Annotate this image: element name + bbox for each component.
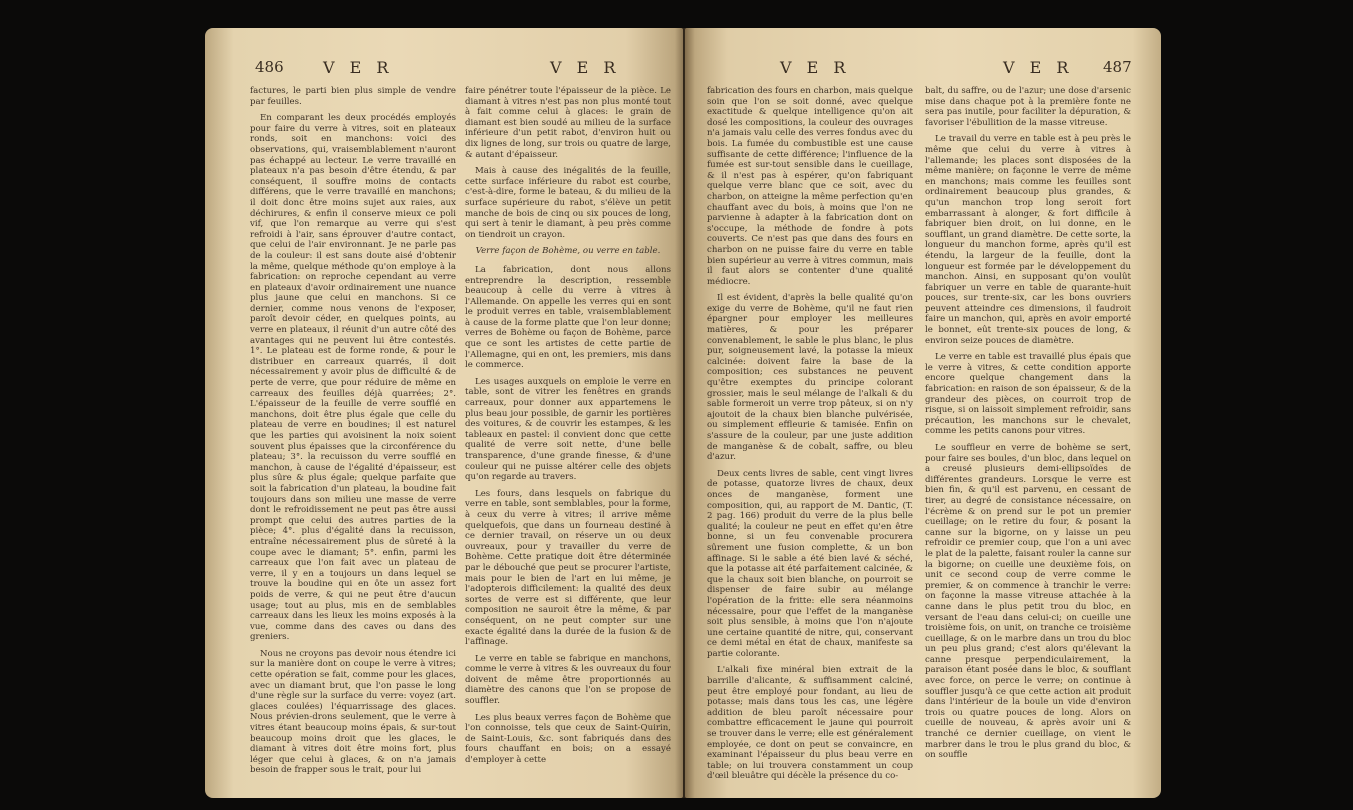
paragraph: faire pénétrer toute l'épaisseur de la pièce. Le diamant à vitres n'est pas non plus monté tout à fait comme celui à glaces: le grain de diamant est bien soudé au milieu de la surface inférieure d'un petit rabot, d'environ huit ou dix lignes de long, sur trois ou quatre de large, & autant d'épaisseur. xyxy=(465,86,671,160)
left-page-column-1 xyxy=(250,86,456,782)
page-number-left: 486 xyxy=(255,58,284,76)
paragraph: Il est évident, d'après la belle qualité qu'on exige du verre de Bohème, qu'il ne faut rien épargner pour employer les meilleures matières, & pour les préparer convenablement, le sable le plus blanc, le plus pur, soigneusement lavé, la potasse la mieux calcinée: doivent faire la base de la composition; ces substances ne peuvent qu'être exemptes du principe colorant grossier, mais le seul mélange de l'alkali & du sable formeroit un verre trop pâteux, si on n'y ajoutoit de la chaux bien blanche pulvérisée, ou simplement effleurie & tamisée. Enfin on s'assure de la couleur, par une juste addition de manganèse & de cobalt, saffre, ou bleu d'azur. xyxy=(707,293,913,463)
paragraph: Deux cents livres de sable, cent vingt livres de potasse, quatorze livres de chaux, deux onces de manganèse, forment une composition, qui, au rapport de M. Dantic, (T. 2 pag. 166) produit du verre de la plus belle qualité; la couleur ne peut en effet qu'en être bonne, si un feu convenable procurera sûrement une fusion complette, & un bon affinage. Si le sable a été bien lavé & séché, que la potasse ait été parfaitement calcinée, & que la chaux soit bien blanche, on pourroit se dispenser de faire subir au mélange l'opération de la fritte: elle sera néanmoins nécessaire, pour que l'effet de la manganèse soit plus sensible, à moins que l'on n'ajoute une certaine quantité de nitre, qui, conservant ce demi métal en état de chaux, manifeste sa partie colorante. xyxy=(707,468,913,659)
left-page-column-2 xyxy=(465,86,671,772)
running-head-right-1: V E R xyxy=(780,58,851,77)
paragraph: Le verre en table est travaillé plus épais que le verre à vitres, & cette condition apporte encore quelque changement dans la fabrication: en raison de son épaisseur, & de la grandeur des pièces, on courroit trop de risque, si on laissoit simplement refroidir, sans précaution, les manchons sur le chevalet, comme les petits canons pour vitres. xyxy=(925,352,1131,437)
left-page-header xyxy=(205,58,683,82)
running-head-left-1: V E R xyxy=(323,58,394,77)
paragraph: factures, le parti bien plus simple de vendre par feuilles. xyxy=(250,86,456,107)
paragraph: balt, du saffre, ou de l'azur; une dose d'arsenic mise dans chaque pot à la première fonte ne sera pas inutile, pour faciliter la dépuration, & favoriser l'ébullition de la masse vitreuse. xyxy=(925,86,1131,128)
left-page xyxy=(205,28,683,798)
book-gutter xyxy=(675,28,695,798)
paragraph: Nous ne croyons pas devoir nous étendre ici sur la manière dont on coupe le verre à vitres; cette opération se fait, comme pour les glaces, avec un diamant brut, que l'on passe le long d'une règle sur la surface du verre: voyez (art. glaces coulées) l'équarrissage des glaces. Nous prévien-drons seulement, que le verre à vitres étant beaucoup moins épais, & sur-tout beaucoup moins droit que les glaces, le diamant à vitres doit être moins fort, plus léger que celui à glaces, & on n'a jamais besoin de frapper sous le trait, pour lui xyxy=(250,648,456,776)
right-page-column-2 xyxy=(925,86,1131,767)
paragraph: Le verre en table se fabrique en manchons, comme le verre à vitres & les ouvreaux du four doivent de même être proportionnés au diamètre des canons que l'on se propose de souffler. xyxy=(465,653,672,707)
paragraph: Le souffleur en verre de bohème se sert, pour faire ses boules, d'un bloc, dans lequel on a creusé plusieurs demi-ellipsoïdes de différentes grandeurs. Lorsque le verre est bien fin, & qu'il est parvenu, en cessant de tirer, au degré de consistance nécessaire, on l'écrème & on prend sur le pot un premier cueillage; on le retire du four, & posant la canne sur la bigorne, on y laisse un peu refroidir ce premier coup, que l'on a uni avec le plat de la palette, faisant rouler la canne sur la bigorne; on cueille une deuxième fois, on unit ce second coup de verre comme le premier, & on commence à tranchir le verre: on façonne la masse vitreuse attachée à la canne dans le plus petit trou du bloc, en versant de l'eau dans celui-ci; on cueille une troisième fois, on unit, on tranche ce troisième cueillage, & on le marbre dans un trou du bloc un peu plus grand; c'est alors qu'élevant la canne presque perpendiculairement, la paraison étant posée dans le bloc, & soufflant avec force, on perce le verre; on continue à souffler jusqu'à ce que cette action ait produit dans l'intérieur de la boule un vide d'environ trois ou quatre pouces de long. Alors on cueille de nouveau, & après avoir uni & tranché ce dernier cueillage, on vient le marbrer dans le trou le plus grand du bloc, & on souffle xyxy=(925,443,1131,761)
paragraph: Les plus beaux verres façon de Bohème que l'on connoisse, tels que ceux de Saint-Quirin, de Saint-Louis, &c. sont fabriqués dans des fours chauffant en bois; on a essayé d'employer à cette xyxy=(465,712,671,766)
paragraph: Mais à cause des inégalités de la feuille, cette surface inférieure du rabot est courbe, c'est-à-dire, forme le bateau, & du milieu de la surface supérieure du rabot, s'élève un petit manche de bois de cinq ou six pouces de long, qui sert à tenir le diamant, à peu près comme on tiendroit un crayon. xyxy=(465,166,671,240)
paragraph: Le travail du verre en table est à peu près le même que celui du verre à vitres à l'allemande; les places sont disposées de la même manière; on façonne le verre de même en manchons; mais comme les feuilles sont ordinairement beaucoup plus grandes, & qu'un manchon trop long seroit fort embarrassant à alonger, & fort difficile à fabriquer bien droit, on lui donne, en le soufflant, un grand diamètre. De cette sorte, la longueur du manchon forme, après qu'il est étendu, la largeur de la feuille, dont la longueur est formée par le développement du manchon. Ainsi, en supposant qu'on voulût fabriquer un verre en table de quarante-huit pouces, sur trente-six, car les bons ouvriers peuvent atteindre ces dimensions, il faudroit faire un manchon, qui, après en avoir emporté le bonnet, eût trente-six pouces de long, & environ seize pouces de diamètre. xyxy=(925,134,1131,346)
running-head-right-2: V E R xyxy=(1003,58,1074,77)
paragraph: Les usages auxquels on emploie le verre en table, sont de vitrer les fenêtres en grands carreaux, pour donner aux appartemens le plus beau jour possible, de garnir les portières des voitures, & de couvrir les estampes, & les tableaux en pastel: il convient donc que cette qualité de verre soit nette, d'une belle transparence, d'une grande finesse, & d'une couleur qui ne puisse altérer celle des objets qu'on regarde au travers. xyxy=(465,376,671,483)
paragraph: La fabrication, dont nous allons entreprendre la description, ressemble beaucoup à celle du verre à vitres à l'Allemande. On appelle les verres qui en sont le produit verres en table, vraisemblablement à cause de la forme platte que l'on leur donne; verres de Bohème ou façon de Bohème, parce que ce sont les artistes de cette partie de l'Allemagne, qui en ont, les premiers, mis dans le commerce. xyxy=(465,264,671,371)
right-page xyxy=(685,28,1161,798)
paragraph: fabrication des fours en charbon, mais quelque soin que l'on se soit donné, avec quelque exactitude & quelque intelligence qu'on ait dosé les compositions, la couleur des ouvrages n'a jamais valu celle des verres fondus avec du bois. La fumée du combustible est une cause suffisante de cette différence; l'influence de la fumée est sur-tout sensible dans le cueillage, & il n'est pas à espérer, qu'on fabriquant quelque verre blanc que ce soit, avec du charbon, on atteigne la même perfection qu'en chauffant avec du bois, à moins que l'on ne parvienne à adapter à la fabrication dont on s'occupe, la méthode de fondre à pots couverts. Ce n'est pas que dans des fours en charbon on ne puisse faire du verre en table bien supérieur au verre à vitres commun, mais il faut alors se contenter d'une qualité médiocre. xyxy=(707,86,913,287)
right-page-header xyxy=(685,58,1161,82)
open-book xyxy=(205,28,1165,798)
running-head-left-2: V E R xyxy=(550,58,621,77)
paragraph: L'alkali fixe minéral bien extrait de la barrille d'alicante, & suffisamment calciné, peut être employé pour fondant, au lieu de potasse; mais dans tous les cas, une légère addition de bleu paroît nécessaire pour combattre efficacement le jaune qui pourroit se trouver dans le verre; elle est généralement employée, ce dont on peut se convaincre, en examinant l'épaisseur du plus beau verre en table; on lui trouvera constamment un coup d'œil bleuâtre qui décèle la présence du co- xyxy=(707,665,913,782)
paragraph: Les fours, dans lesquels on fabrique du verre en table, sont semblables, pour la forme, à ceux du verre à vitres; il arrive même quelquefois, que dans un fourneau destiné à ce dernier travail, on réserve un ou deux ouvreaux, pour y travailler du verre de Bohème. Cette pratique doit être déterminée par le débouché que peut se procurer l'artiste, mais pour le bien de l'art en lui même, je l'adopterois difficilement: la qualité des deux sortes de verre est si différente, que leur composition ne sauroit être la même, & par conséquent, on ne peut compter sur une exacte égalité dans la durée de la fusion & de l'affinage. xyxy=(465,488,671,648)
right-page-column-1 xyxy=(707,86,913,788)
paragraph: En comparant les deux procédés employés pour faire du verre à vitres, soit en plateaux ronds, soit en manchons: voici des observations, qui, vraisemblablement n'auront pas échappé au lecteur. Le verre travaillé en plateaux n'a pas besoin d'être étendu, & par conséquent, il souffre moins de contacts différens, que le verre travaillé en manchons; il doit donc être moins sujet aux raies, aux déchirures, & enfin il conserve mieux ce poli vif, que l'on remarque au verre qui s'est refroidi à l'air, sans éprouver d'autre contact, que celui de l'air environnant. Je ne parle pas de la couleur: il est sans doute aisé d'obtenir la même, quelque méthode qu'on employe à la fabrication: on reproche cependant au verre en plateaux d'avoir ordinairement une nuance plus jaune que celui en manchons. Si ce dernier, comme nous venons de l'exposer, paroît devoir céder, en quelques points, au verre en plateaux, il réunit d'un autre côté des avantages qui ne peuvent lui être contestés. 1°. Le plateau est de forme ronde, & pour le distribuer en carreaux quarrés, il doit nécessairement y avoir plus de difficulté & de perte de verre, que pour réduire de même en carreaux des feuilles déjà quarrées; 2°. L'épaisseur de la feuille de verre soufflé en manchons, doit être plus égale que celle du plateau de verre en boudines; il est naturel que les parties qui avoisinent la noix soient souvent plus épaisses que la circonférence du plateau; 3°. la recuisson du verre soufflé en manchon, à cause de l'égalité d'épaisseur, est plus sûre & plus égale; quelque parfaite que soit la fabrication d'un plateau, la boudine fait toujours dans son milieu une masse de verre dont le refroidissement ne peut pas être aussi prompt que celui des autres parties de la pièce; 4°. plus d'égalité dans la recuisson, entraîne nécessairement plus de sûreté à la coupe avec le diamant; 5°. enfin, parmi les carreaux que l'on fait avec un plateau de verre, il y en a toujours un dans lequel se trouve la boudine qui en ôte un assez fort poids de verre, & qui ne peut être d'aucun usage; tout au plus, mis en de semblables carreaux dans les lieux les moins exposés à la vue, comme dans des caves ou dans des greniers. xyxy=(250,113,456,643)
section-subheading: Verre façon de Bohème, ou verre en table. xyxy=(475,246,661,257)
page-number-right: 487 xyxy=(1103,58,1132,76)
